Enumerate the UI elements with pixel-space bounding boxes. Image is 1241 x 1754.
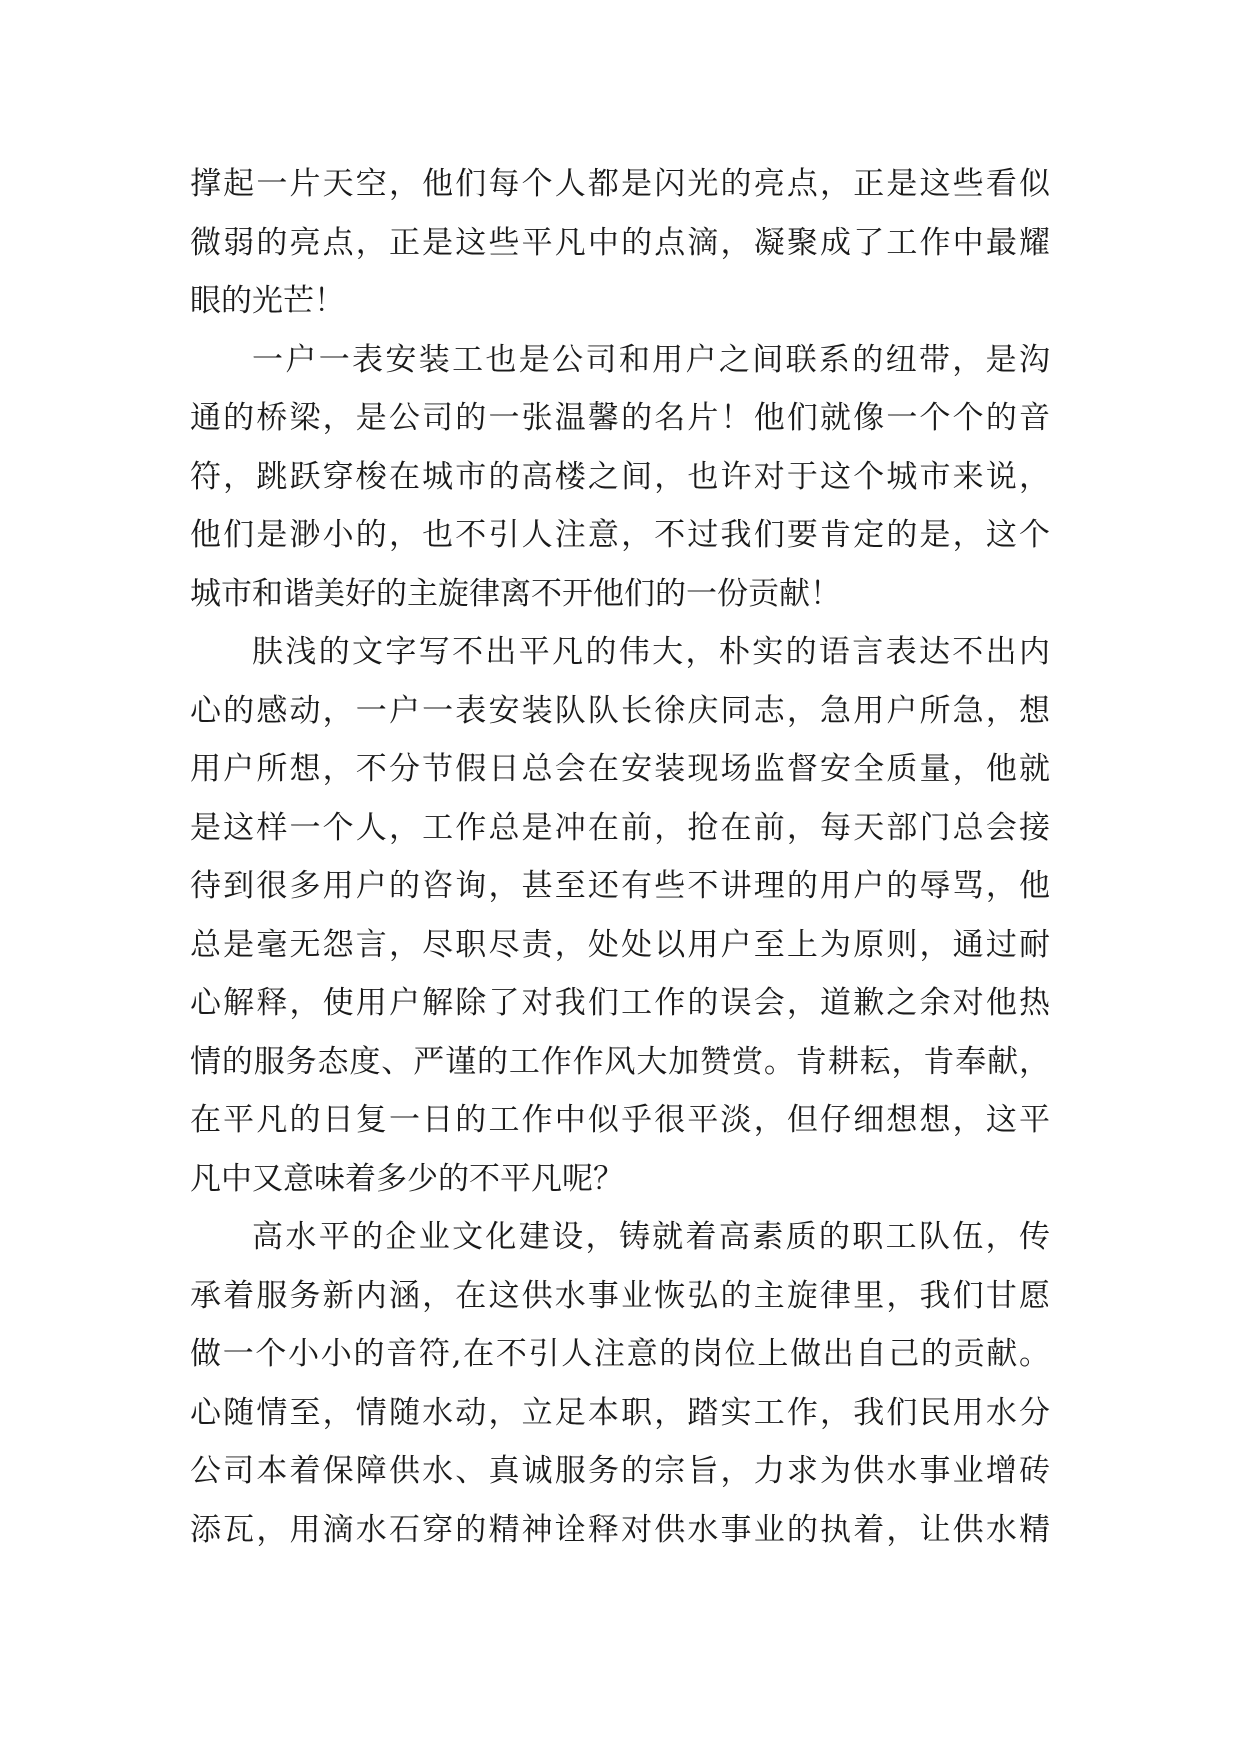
- paragraph-line: 城市和谐美好的主旋律离不开他们的一份贡献！: [190, 575, 841, 612]
- paragraph-line: 高水平的企业文化建设，铸就着高素质的职工队伍，传: [252, 1219, 1050, 1255]
- paragraph-line: 微弱的亮点，正是这些平凡中的点滴，凝聚成了工作中最耀: [190, 224, 1050, 261]
- paragraph-line: 待到很多用户的咨询，甚至还有些不讲理的用户的辱骂，他: [190, 868, 1050, 904]
- paragraph-line: 心的感动，一户一表安装队队长徐庆同志，急用户所急，想: [190, 692, 1050, 729]
- document-body: [190, 155, 1050, 1559]
- paragraph-line: 承着服务新内涵，在这供水事业恢弘的主旋律里，我们甘愿: [190, 1277, 1050, 1314]
- paragraph-line: 心解释，使用户解除了对我们工作的误会，道歉之余对他热: [190, 985, 1050, 1021]
- paragraph-line: 符，跳跃穿梭在城市的高楼之间，也许对于这个城市来说，: [190, 458, 1050, 495]
- paragraph-line: 用户所想，不分节假日总会在安装现场监督安全质量，他就: [190, 751, 1050, 787]
- paragraph-line: 凡中又意味着多少的不平凡呢？: [190, 1160, 624, 1197]
- paragraph-line: 添瓦，用滴水石穿的精神诠释对供水事业的执着，让供水精: [190, 1511, 1050, 1548]
- paragraph-line: 一户一表安装工也是公司和用户之间联系的纽带，是沟: [252, 341, 1050, 378]
- paragraph-line: 做一个小小的音符,在不引人注意的岗位上做出自己的贡献。: [190, 1336, 1050, 1372]
- paragraph-line: 是这样一个人，工作总是冲在前，抢在前，每天部门总会接: [190, 809, 1050, 846]
- paragraph-line: 肤浅的文字写不出平凡的伟大，朴实的语言表达不出内: [252, 634, 1050, 670]
- paragraph-line: 心随情至，情随水动，立足本职，踏实工作，我们民用水分: [190, 1394, 1050, 1431]
- paragraph-line: 通的桥梁，是公司的一张温馨的名片！他们就像一个个的音: [190, 400, 1050, 436]
- paragraph-line: 在平凡的日复一日的工作中似乎很平淡，但仔细想想，这平: [190, 1102, 1050, 1138]
- paragraph-line: 眼的光芒！: [190, 283, 345, 319]
- paragraph-line: 公司本着保障供水、真诚服务的宗旨，力求为供水事业增砖: [190, 1453, 1050, 1489]
- paragraph-line: 情的服务态度、严谨的工作作风大加赞赏。肯耕耘，肯奉献，: [190, 1043, 1050, 1080]
- paragraph-line: 撑起一片天空，他们每个人都是闪光的亮点，正是这些看似: [190, 166, 1050, 202]
- paragraph-line: 他们是渺小的，也不引人注意，不过我们要肯定的是，这个: [190, 517, 1050, 553]
- paragraph-line: 总是毫无怨言，尽职尽责，处处以用户至上为原则，通过耐: [190, 926, 1050, 963]
